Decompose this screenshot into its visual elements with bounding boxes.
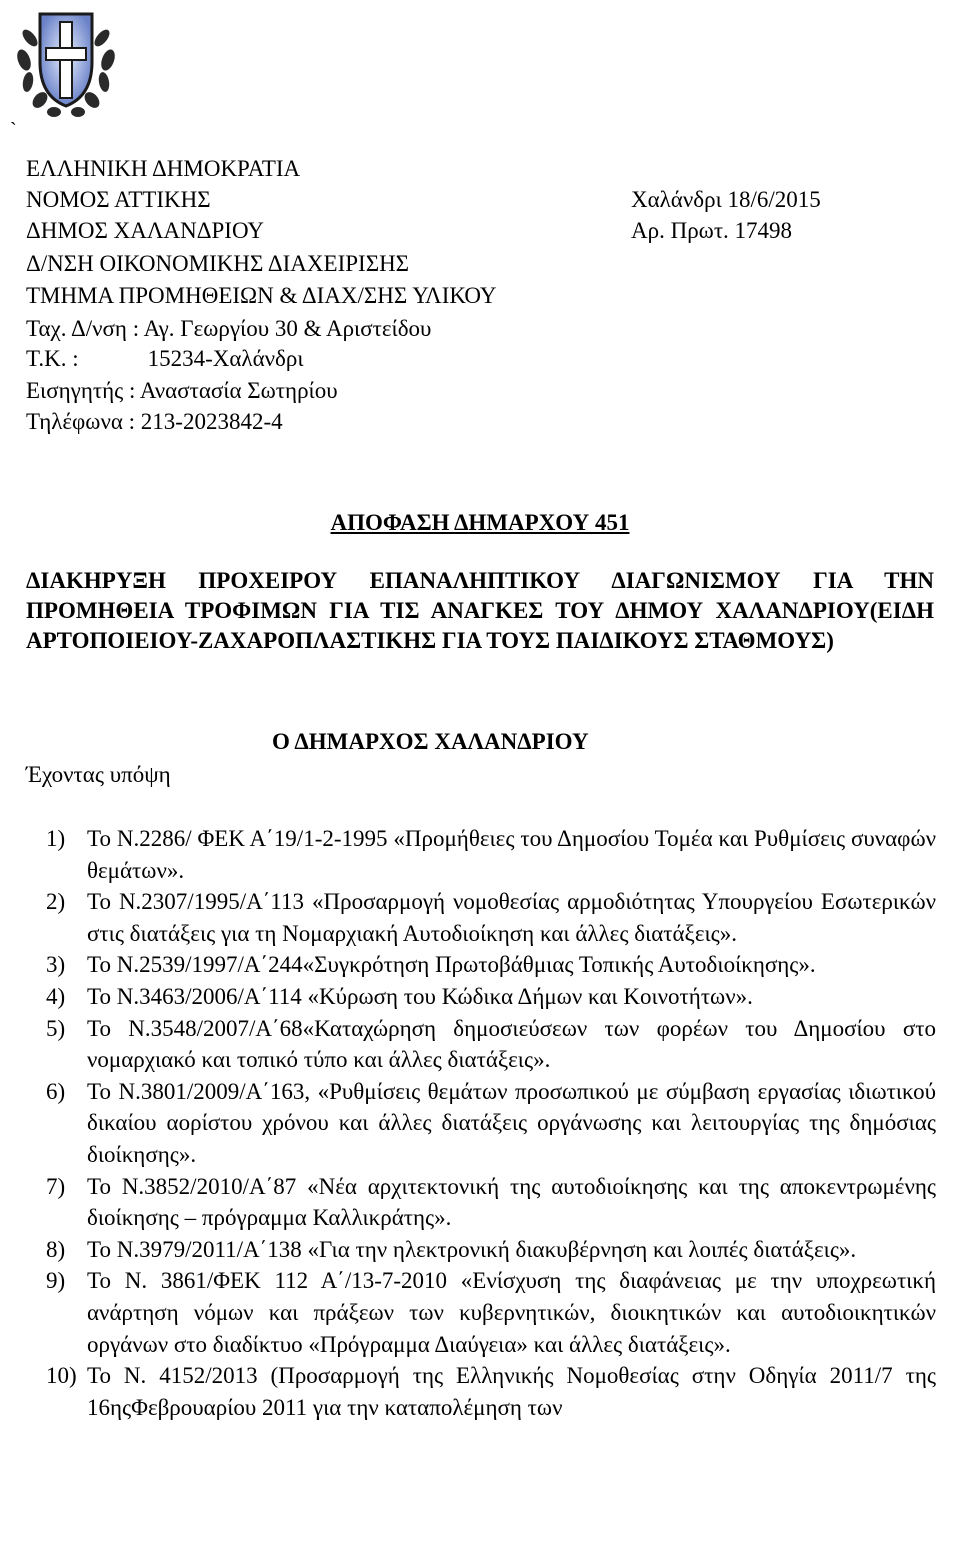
item-text: Το Ν.3463/2006/Α΄114 «Κύρωση του Κώδικα Δήμων και Κοινοτήτων».: [87, 983, 753, 1009]
list-item: [26, 1076, 946, 1171]
header-line: Δ/ΝΣΗ ΟΙΚΟΝΟΜΙΚΗΣ ΔΙΑΧΕΙΡΙΣΗΣ: [26, 251, 410, 276]
item-text: Το Ν.2539/1997/Α΄244«Συγκρότηση Πρωτοβάθμιας Τοπικής Αυτοδιοίκησης».: [87, 952, 816, 978]
header-line: ΔΗΜΟΣ ΧΑΛΑΝΔΡΙΟΥ: [26, 218, 265, 243]
list-item: [26, 1265, 946, 1360]
item-number: 1): [46, 826, 66, 851]
item-number: 10): [46, 1363, 77, 1389]
header-line: Εισηγητής : Αναστασία Σωτηρίου: [26, 378, 338, 403]
decision-title: ΑΠΟΦΑΣΗ ΔΗΜΑΡΧΟΥ 451: [330, 510, 630, 535]
stray-mark: `: [10, 119, 17, 141]
list-item: [26, 1013, 946, 1076]
header-line: Ταχ. Δ/νση : Αγ. Γεωργίου 30 & Αριστείδου: [26, 316, 432, 341]
header-line: ΕΛΛΗΝΙΚΗ ΔΗΜΟΚΡΑΤΙΑ: [26, 156, 301, 181]
item-text: Το Ν.3548/2007/Α΄68«Καταχώρηση δημοσιεύσεων των φορέων του Δημοσίου στο νομαρχιακό και τοπικό τύπο και άλλες διατάξεις».: [87, 1015, 936, 1073]
list-item: [26, 949, 946, 981]
item-number: 6): [46, 1078, 66, 1104]
item-number: 3): [46, 952, 66, 978]
given-label: Έχοντας υπόψη: [26, 762, 171, 787]
list-item: [26, 1234, 946, 1266]
list-item: [26, 886, 946, 949]
list-item: [26, 1360, 946, 1423]
header-line: ΤΜΗΜΑ ΠΡΟΜΗΘΕΙΩΝ & ΔΙΑΧ/ΣΗΣ ΥΛΙΚΟΥ: [26, 283, 497, 308]
item-number: 8): [46, 1236, 66, 1262]
item-text: Το Ν.2286/ ΦΕΚ Α΄19/1-2-1995 «Προμήθειες του Δημοσίου Τομέα και Ρυθμίσεις συναφών θεμάτων».: [87, 826, 936, 883]
item-text: Το Ν.3801/2009/Α΄163, «Ρυθμίσεις θεμάτων προσωπικού με σύμβαση εργασίας ιδιωτικού δικαίου αορίστου χρόνου και άλλες διατάξεις οργάνωσης και λειτουργίας της δημόσιας διοίκησης».: [87, 1078, 936, 1167]
place-date: Χαλάνδρι 18/6/2015: [631, 187, 821, 212]
item-number: 7): [46, 1173, 66, 1199]
mayor-heading: Ο ΔΗΜΑΡΧΟΣ ΧΑΛΑΝΔΡΙΟΥ: [272, 729, 589, 754]
item-number: 5): [46, 1015, 66, 1041]
laws-list: [26, 823, 946, 1423]
subject: ΔΙΑΚΗΡΥΞΗ ΠΡΟΧΕΙΡΟΥ ΕΠΑΝΑΛΗΠΤΙΚΟΥ ΔΙΑΓΩΝΙΣΜΟΥ ΓΙΑ ΤΗΝ ΠΡΟΜΗΘΕΙΑ ΤΡΟΦΙΜΩΝ ΓΙΑ ΤΙΣ ΑΝΑΓΚΕΣ ΤΟΥ ΔΗΜΟΥ ΧΑΛΑΝΔΡΙΟΥ(ΕΙΔΗ ΑΡΤΟΠΟΙΕΙΟΥ-ΖΑΧΑΡΟΠΛΑΣΤΙΚΗΣ ΓΙΑ ΤΟΥΣ ΠΑΙΔΙΚΟΥΣ ΣΤΑΘΜΟΥΣ): [26, 568, 934, 653]
item-text: Το Ν. 4152/2013 (Προσαρμογή της Ελληνικής Νομοθεσίας στην Οδηγία 2011/7 της 16ηςΦεβρουαρίου 2011 για την καταπολέμηση των: [87, 1363, 936, 1420]
item-text: Το Ν.2307/1995/Α΄113 «Προσαρμογή νομοθεσίας αρμοδιότητας Υπουργείου Εσωτερικών στις διατάξεις για τη Νομαρχιακή Αυτοδιοίκηση και άλλες διατάξεις».: [87, 889, 936, 946]
header-line: Τηλέφωνα : 213-2023842-4: [26, 409, 283, 434]
item-text: Το Ν.3852/2010/Α΄87 «Νέα αρχιτεκτονική της αυτοδιοίκησης και της αποκεντρωμένης διοίκησης – πρόγραμμα Καλλικράτης».: [87, 1173, 936, 1231]
list-item: [26, 1171, 946, 1234]
header-line: Τ.Κ. : 15234-Χαλάνδρι: [26, 346, 304, 371]
greek-emblem-icon: [10, 0, 122, 122]
protocol-number: Αρ. Πρωτ. 17498: [631, 218, 793, 243]
header-line: ΝΟΜΟΣ ΑΤΤΙΚΗΣ: [26, 187, 211, 212]
item-number: 4): [46, 983, 66, 1009]
item-number: 9): [46, 1268, 66, 1294]
item-text: Το Ν.3979/2011/Α΄138 «Για την ηλεκτρονική διακυβέρνηση και λοιπές διατάξεις».: [87, 1236, 857, 1262]
item-number: 2): [46, 889, 66, 915]
item-text: Το Ν. 3861/ΦΕΚ 112 Α΄/13-7-2010 «Ενίσχυση της διαφάνειας με την υποχρεωτική ανάρτηση νόμων και πράξεων των κυβερνητικών, διοικητικών και αυτοδιοικητικών οργάνων στο διαδίκτυο «Πρόγραμμα Διαύγεια» και άλλες διατάξεις».: [87, 1268, 936, 1357]
list-item: [26, 823, 946, 886]
list-item: [26, 981, 946, 1013]
